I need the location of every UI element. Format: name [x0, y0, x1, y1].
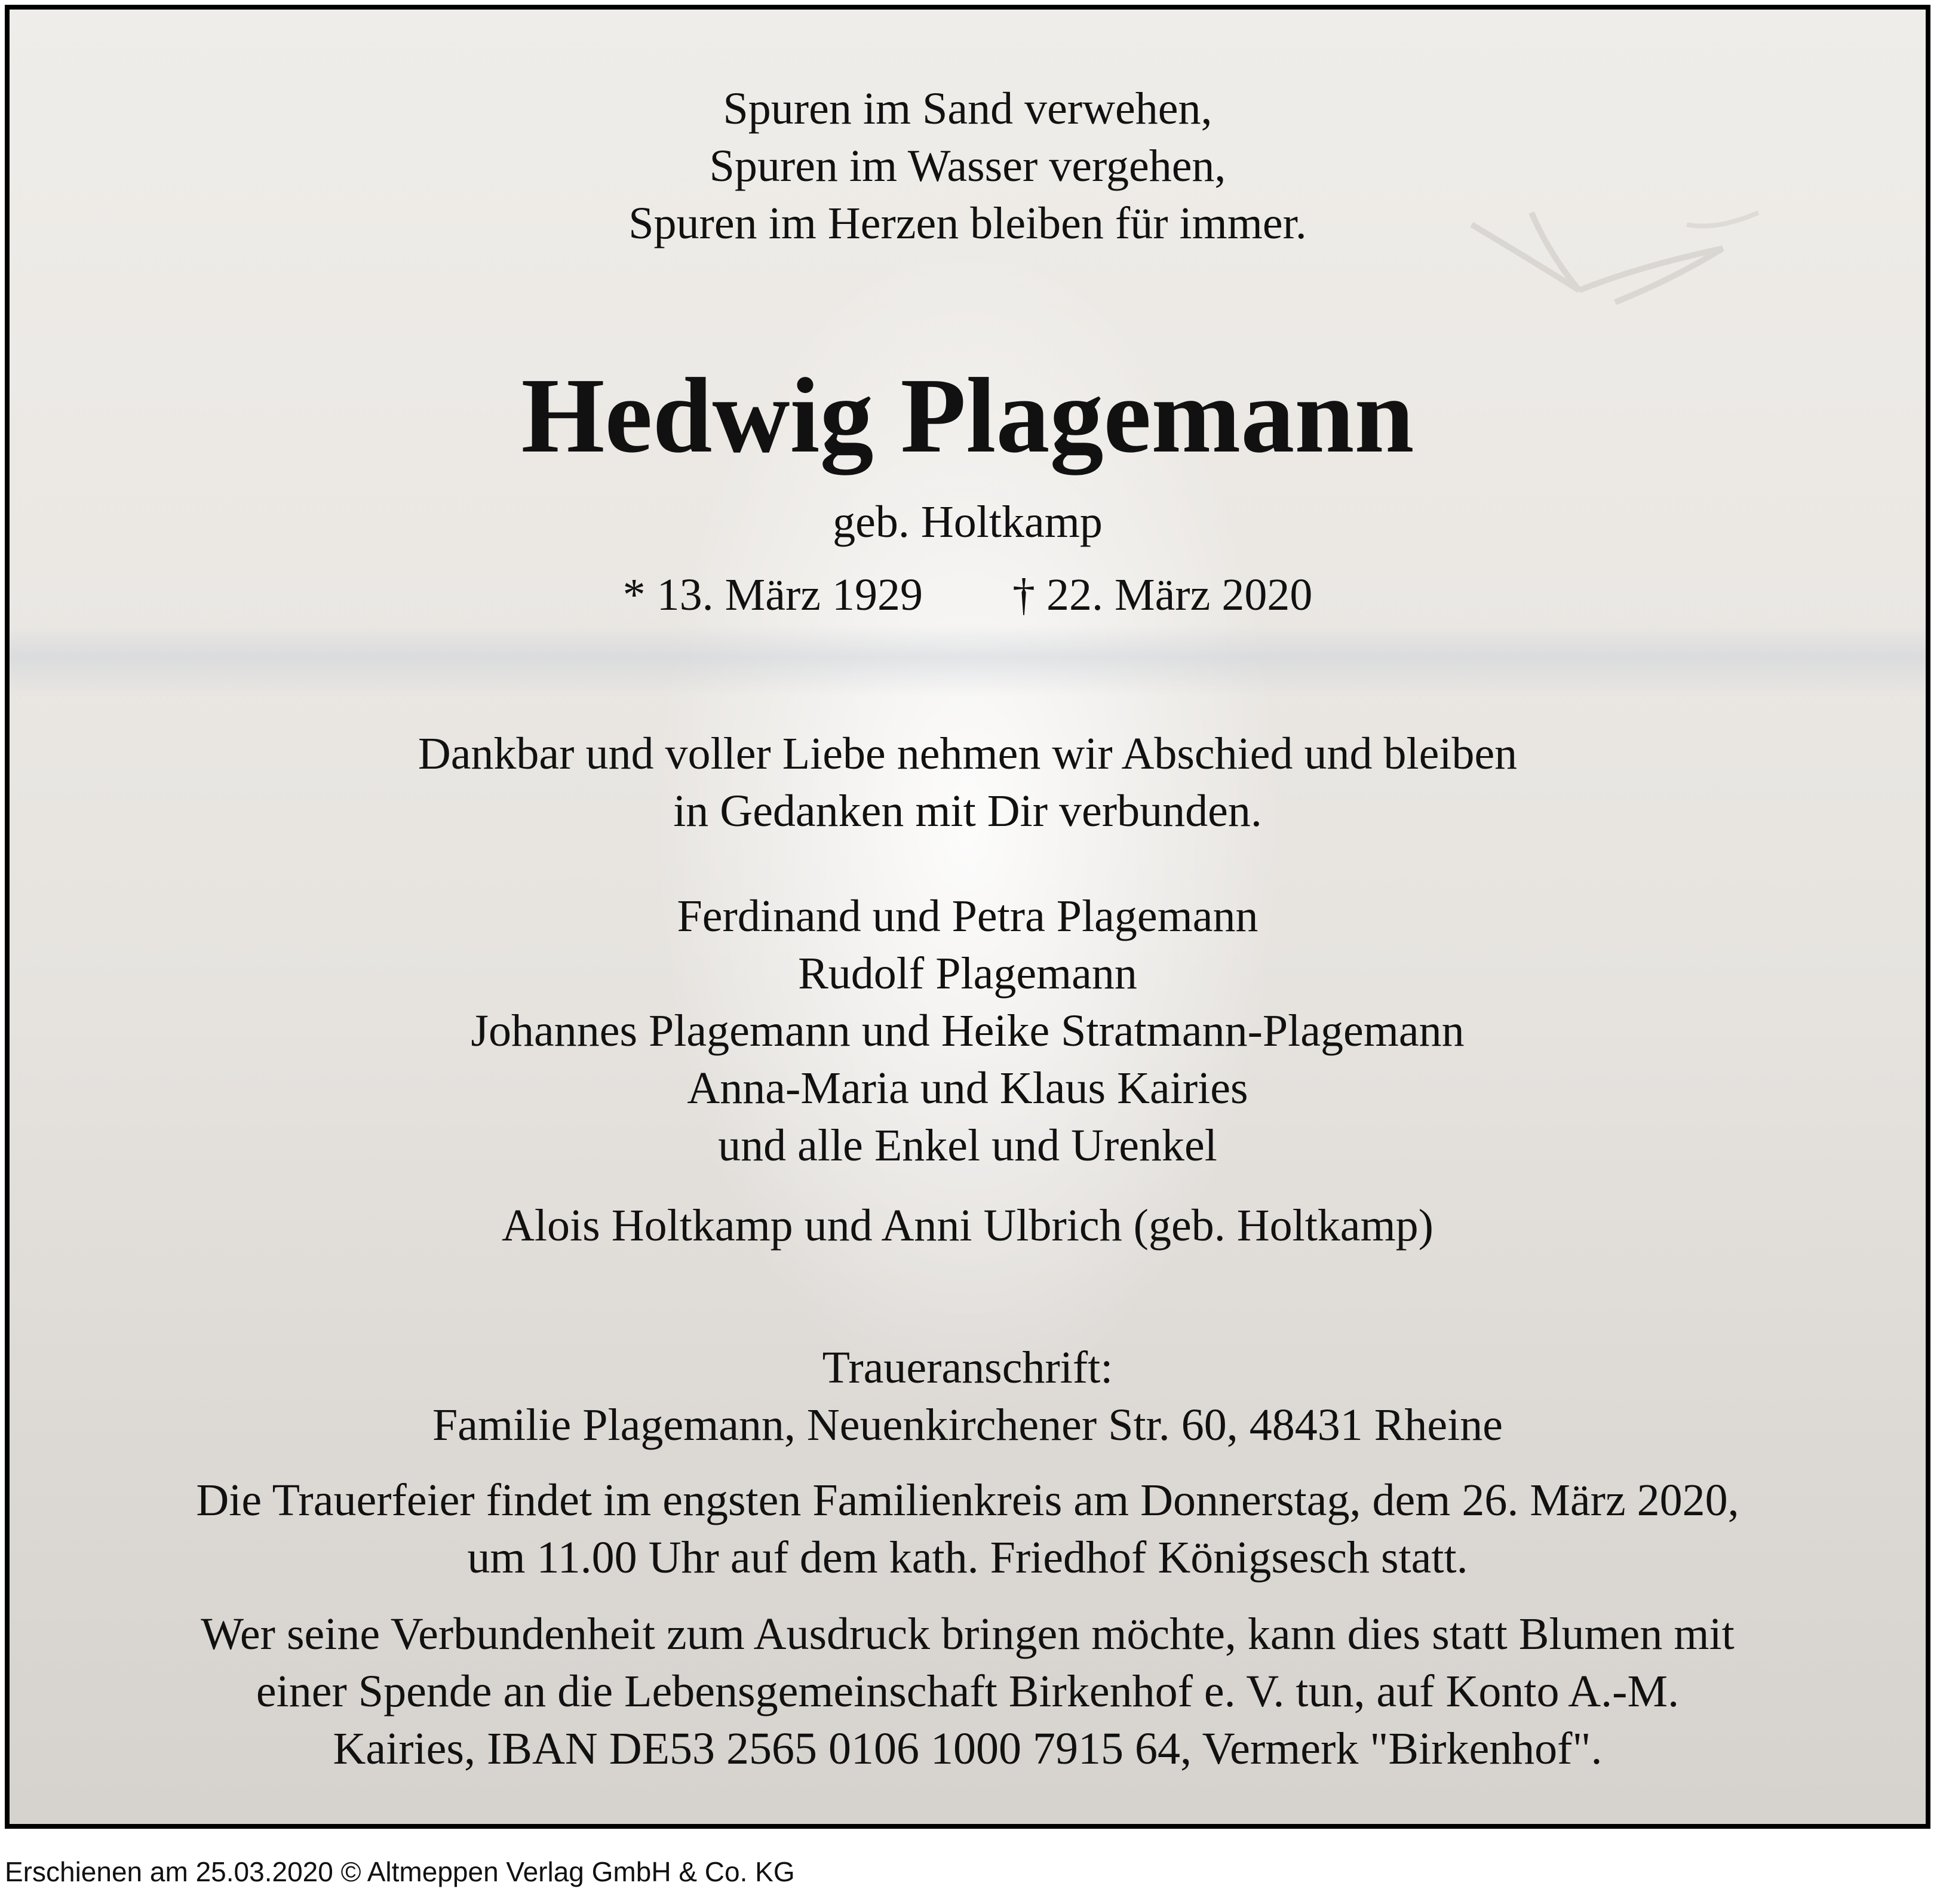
siblings-line: Alois Holtkamp und Anni Ulbrich (geb. Holtkamp)	[502, 1200, 1433, 1251]
donation-line-2: einer Spende an die Lebensgemeinschaft Birkenhof e. V. tun, auf Konto A.-M.	[256, 1666, 1680, 1716]
farewell-line-2: in Gedanken mit Dir verbunden.	[673, 786, 1262, 836]
maiden-name: geb. Holtkamp	[833, 497, 1103, 547]
verse-line-2: Spuren im Wasser vergehen,	[709, 141, 1226, 191]
mourner-line: Johannes Plagemann und Heike Stratmann-Plagemann	[471, 1006, 1465, 1056]
publication-footer: Erschienen am 25.03.2020 © Altmeppen Verlag GmbH & Co. KG	[5, 1856, 795, 1887]
mourner-line: Rudolf Plagemann	[798, 948, 1137, 999]
mourner-line: und alle Enkel und Urenkel	[718, 1120, 1217, 1171]
mourner-line: Anna-Maria und Klaus Kairies	[687, 1063, 1248, 1113]
donation-line-3: Kairies, IBAN DE53 2565 0106 1000 7915 64, Vermerk "Birkenhof".	[333, 1724, 1603, 1774]
service-line-2: um 11.00 Uhr auf dem kath. Friedhof Königsesch statt.	[467, 1533, 1468, 1583]
death-date: † 22. März 2020	[1012, 570, 1313, 620]
verse-line-3: Spuren im Herzen bleiben für immer.	[628, 198, 1307, 248]
service-line-1: Die Trauerfeier findet im engsten Familienkreis am Donnerstag, dem 26. März 2020,	[196, 1475, 1739, 1525]
life-dates	[10, 566, 1926, 624]
birth-date: * 13. März 1929	[622, 570, 923, 620]
verse-line-1: Spuren im Sand verwehen,	[723, 84, 1212, 134]
background-horizon	[10, 625, 1926, 696]
address-line: Familie Plagemann, Neuenkirchener Str. 60, 48431 Rheine	[432, 1400, 1503, 1450]
obituary-notice	[5, 5, 1930, 1829]
deceased-name: Hedwig Plagemann	[521, 356, 1414, 475]
donation-line-1: Wer seine Verbundenheit zum Ausdruck bringen möchte, kann dies statt Blumen mit	[201, 1609, 1735, 1659]
address-label: Traueranschrift:	[822, 1343, 1113, 1393]
farewell-line-1: Dankbar und voller Liebe nehmen wir Abschied und bleiben	[418, 729, 1518, 779]
mourner-line: Ferdinand und Petra Plagemann	[677, 891, 1258, 941]
